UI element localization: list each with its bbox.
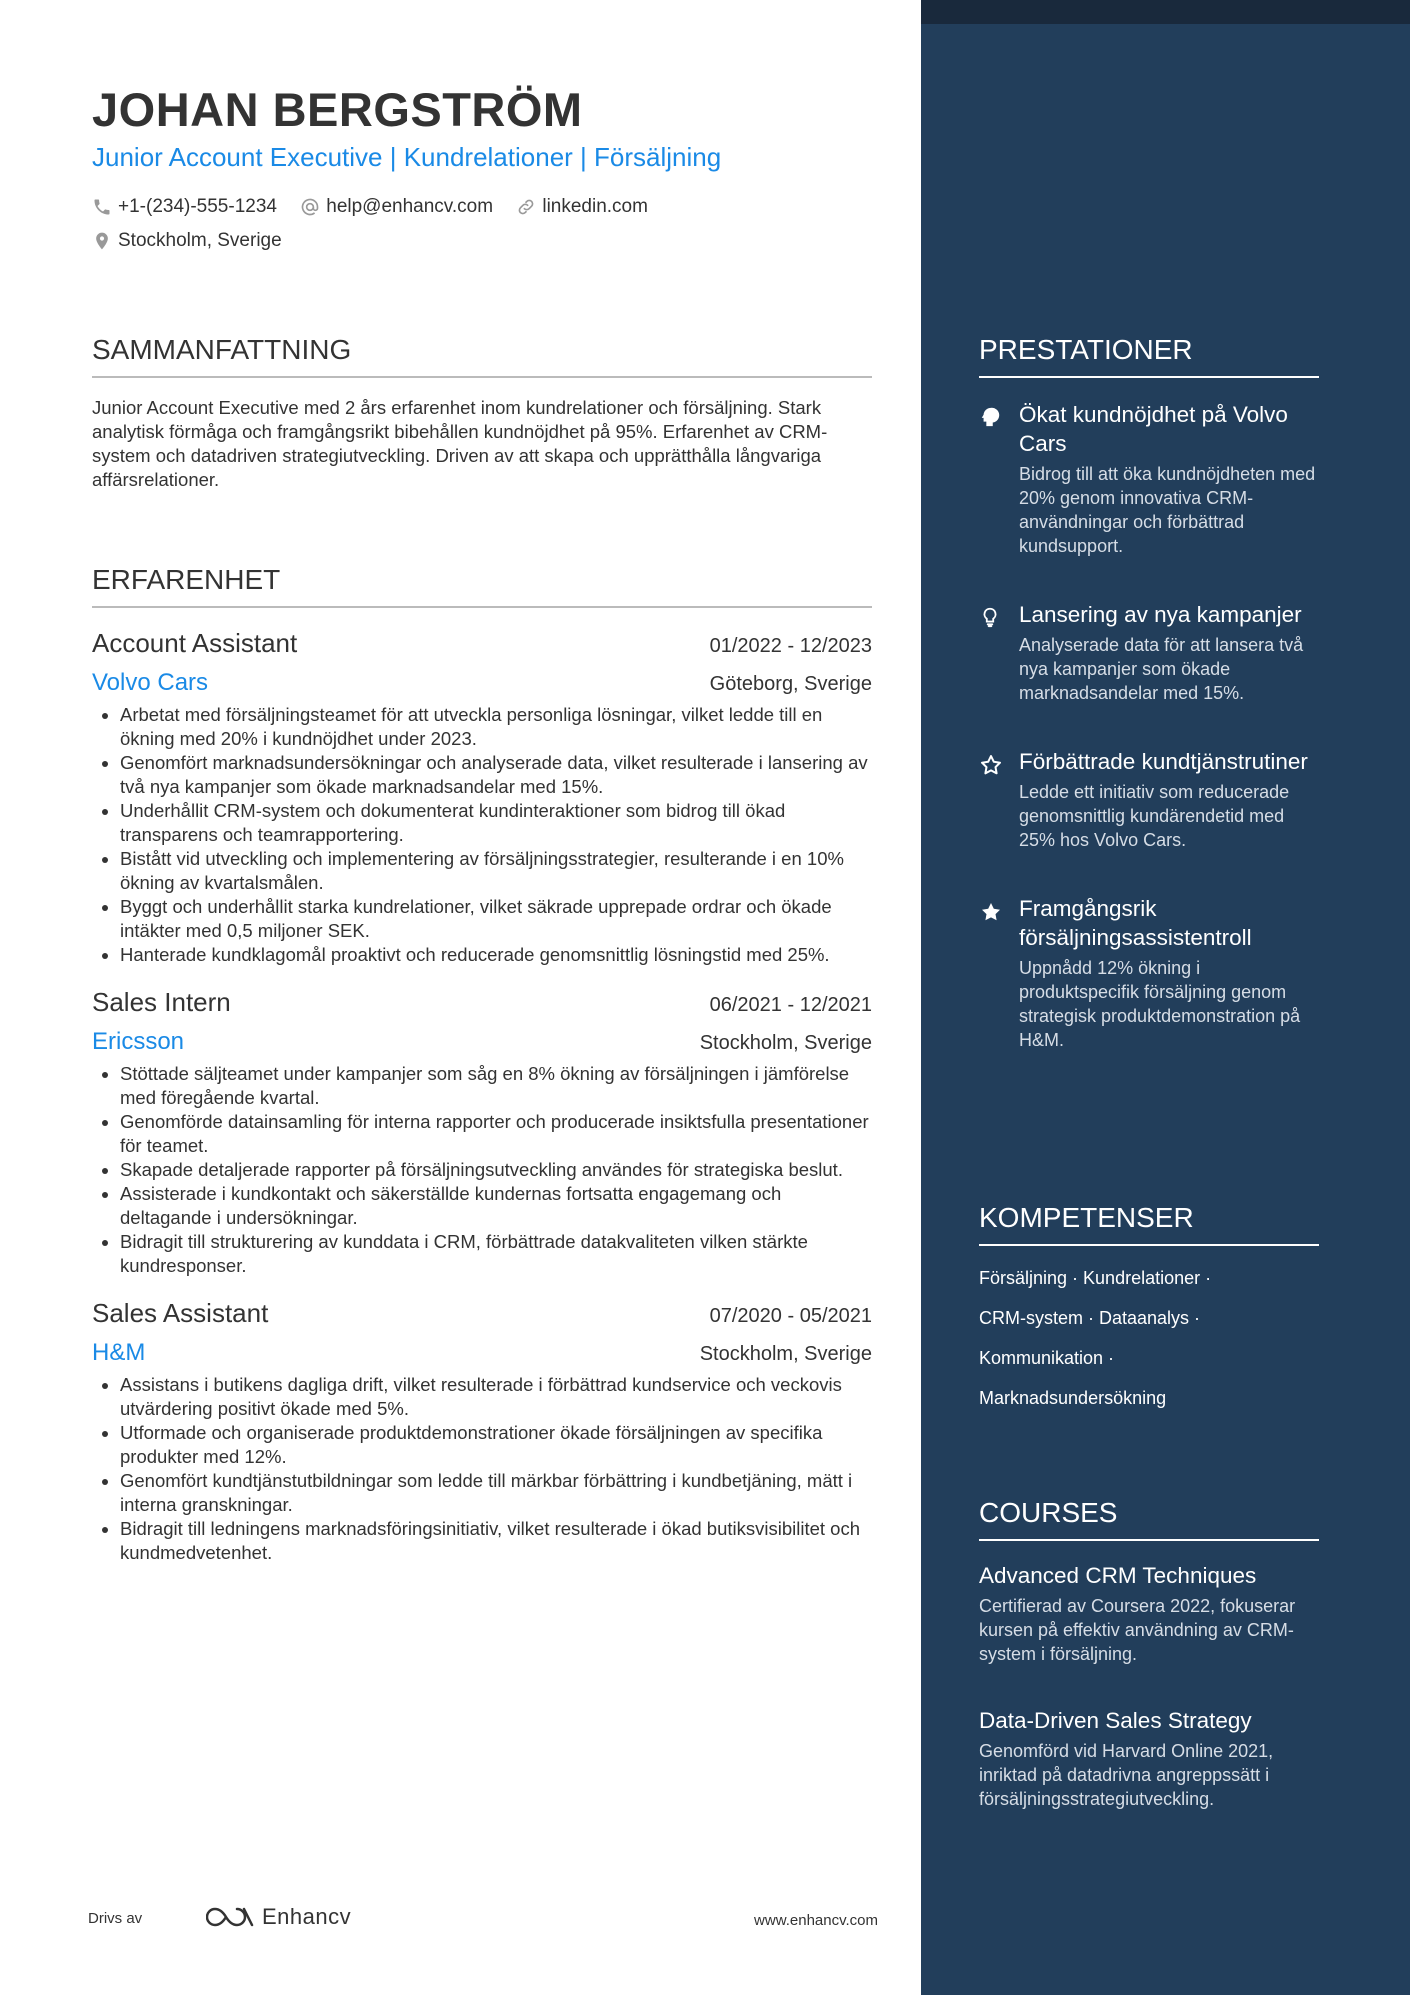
job-bullet: • Skapade detaljerade rapporter på försäljningsutveckling användes för strategiska beslut. <box>120 1158 872 1182</box>
course-title: Advanced CRM Techniques <box>979 1563 1257 1588</box>
contact-email[interactable] <box>300 196 493 218</box>
job-entry <box>92 628 872 967</box>
sidebar-top-bar <box>921 0 1410 24</box>
email-text: help@enhancv.com <box>326 196 494 217</box>
job-bullet: • Utformade och organiserade produktdemonstrationer ökade försäljningen av specifika produkter med 12%. <box>120 1421 872 1469</box>
job-company[interactable]: Volvo Cars <box>92 669 209 696</box>
job-dates: 06/2021 - 12/2021 <box>709 994 872 1016</box>
achievement-item <box>979 600 1319 705</box>
skill-line: Försäljning · Kundrelationer · <box>979 1268 1212 1288</box>
job-location: Göteborg, Sverige <box>709 673 872 695</box>
contact-list <box>92 196 872 264</box>
contact-linkedin[interactable] <box>516 196 648 218</box>
job-bullet: • Bistått vid utveckling och implementering av försäljningsstrategier, resulterande i en 10% ökning av kvartalsmålen. <box>120 847 872 895</box>
job-company[interactable]: Ericsson <box>92 1028 185 1055</box>
job-bullet: • Arbetat med försäljningsteamet för att utveckla personliga lösningar, vilket ledde till en ökning med 20% i kundnöjdhet under 2023. <box>120 703 872 751</box>
lightbulb-icon <box>979 606 1001 628</box>
experience-title: ERFARENHET <box>92 564 872 608</box>
job-bullet: • Genomfört marknadsundersökningar och analyserade data, vilket resulterade i lansering av två nya kampanjer som ökade marknadsandelar med 15%. <box>120 751 872 799</box>
summary-title: SAMMANFATTNING <box>92 334 872 378</box>
skill-line: Kommunikation · <box>979 1348 1115 1368</box>
job-bullets <box>92 1062 872 1278</box>
achievement-desc: Ledde ett initiativ som reducerade genomsnittlig kundärendetid med 25% hos Volvo Cars. <box>1019 782 1290 850</box>
brain-icon <box>979 406 1001 428</box>
course-desc: Genomförd vid Harvard Online 2021, inriktad på datadrivna angreppssätt i försäljningsstrategiutveckling. <box>979 1741 1274 1809</box>
link-icon <box>516 197 536 217</box>
course-title: Data-Driven Sales Strategy <box>979 1708 1252 1733</box>
achievement-desc: Uppnådd 12% ökning i produktspecifik försäljning genom strategisk produktdemonstration på H&M. <box>1019 958 1301 1050</box>
summary-section <box>92 334 872 492</box>
achievement-desc: Bidrog till att öka kundnöjdheten med 20% genom innovativa CRM-användningar och förbättrad kundsupport. <box>1019 464 1316 556</box>
achievement-item <box>979 894 1319 1052</box>
achievement-title: Förbättrade kundtjänstrutiner <box>1019 749 1308 774</box>
contact-location <box>92 230 282 252</box>
job-title: Account Assistant <box>92 628 298 658</box>
footer-url[interactable]: www.enhancv.com <box>754 1912 878 1929</box>
job-title: Sales Assistant <box>92 1298 269 1328</box>
phone-text: +1-(234)-555-1234 <box>118 196 277 217</box>
experience-section <box>92 564 872 1565</box>
job-bullet: • Genomfört kundtjänstutbildningar som ledde till märkbar förbättring i kundbetjäning, mätt i interna granskningar. <box>120 1469 872 1517</box>
enhancv-logo-icon <box>206 1904 254 1930</box>
job-dates: 01/2022 - 12/2023 <box>709 635 872 657</box>
summary-text: Junior Account Executive med 2 års erfarenhet inom kundrelationer och försäljning. Stark analytisk förmåga och framgångsrikt bibehållen kundnöjdhet på 95%. Erfarenhet av CRM-system och datadriven strategiutveckling. Driven av att skapa och upprätthålla långvariga affärsrelationer. <box>92 397 828 490</box>
job-title: Sales Intern <box>92 987 231 1017</box>
courses-title: COURSES <box>979 1497 1319 1541</box>
job-bullet: • Hanterade kundklagomål proaktivt och reducerade genomsnittlig lösningstid med 25%. <box>120 943 872 967</box>
skills-title: KOMPETENSER <box>979 1202 1319 1246</box>
sidebar <box>921 0 1410 1995</box>
achievement-title: Framgångsrik försäljningsassistentroll <box>1019 896 1252 950</box>
job-bullets <box>92 1373 872 1565</box>
linkedin-text: linkedin.com <box>542 196 648 217</box>
job-bullet: • Assisterade i kundkontakt och säkerställde kundernas fortsatta engagemang och deltagande i undersökningar. <box>120 1182 872 1230</box>
achievement-desc: Analyserade data för att lansera två nya kampanjer som ökade marknadsandelar med 15%. <box>1019 635 1304 703</box>
job-bullet: • Byggt och underhållit starka kundrelationer, vilket säkrade upprepade ordrar och ökade intäkter med 0,5 miljoner SEK. <box>120 895 872 943</box>
course-item <box>979 1706 1319 1811</box>
skill-line: CRM-system · Dataanalys · <box>979 1308 1201 1328</box>
skills-section <box>979 1202 1319 1426</box>
job-entry <box>92 987 872 1278</box>
job-bullet: • Underhållit CRM-system och dokumenterat kundinteraktioner som bidrog till ökad transparens och teamrapportering. <box>120 799 872 847</box>
candidate-name: JOHAN BERGSTRÖM <box>92 83 583 136</box>
job-location: Stockholm, Sverige <box>699 1032 872 1054</box>
skill-line: Marknadsundersökning <box>979 1388 1167 1408</box>
location-pin-icon <box>92 231 112 251</box>
job-company[interactable]: H&M <box>92 1339 146 1366</box>
achievements-title: PRESTATIONER <box>979 334 1319 378</box>
achievement-title: Lansering av nya kampanjer <box>1019 602 1302 627</box>
phone-icon <box>92 197 112 217</box>
course-desc: Certifierad av Coursera 2022, fokuserar kursen på effektiv användning av CRM-system i försäljning. <box>979 1596 1296 1664</box>
footer-brand: Enhancv <box>262 1904 352 1929</box>
achievement-item <box>979 747 1319 852</box>
job-entry <box>92 1298 872 1565</box>
headline: Junior Account Executive | Kundrelationer | Försäljning <box>92 142 722 172</box>
job-dates: 07/2020 - 05/2021 <box>709 1305 872 1327</box>
courses-section <box>979 1497 1319 1811</box>
contact-phone[interactable] <box>92 196 277 218</box>
star-filled-icon <box>979 900 1003 924</box>
star-outline-icon <box>979 753 1003 777</box>
job-bullet: • Bidragit till ledningens marknadsföringsinitiativ, vilket resulterade i ökad butiksvisibilitet och kundmedvetenhet. <box>120 1517 872 1565</box>
job-bullet: • Assistans i butikens dagliga drift, vilket resulterade i förbättrad kundservice och veckovis utvärdering positivt ökade med 5%. <box>120 1373 872 1421</box>
job-bullet: • Genomförde datainsamling för interna rapporter och producerade insiktsfulla presentationer för teamet. <box>120 1110 872 1158</box>
achievements-section <box>979 334 1319 1052</box>
location-text: Stockholm, Sverige <box>118 230 282 251</box>
course-item <box>979 1561 1319 1666</box>
footer <box>88 1900 878 1940</box>
footer-label: Drivs av <box>88 1910 143 1927</box>
enhancv-logo[interactable] <box>206 1904 351 1930</box>
job-location: Stockholm, Sverige <box>699 1343 872 1365</box>
at-icon <box>300 197 320 217</box>
job-bullet: • Stöttade säljteamet under kampanjer som såg en 8% ökning av försäljningen i jämförelse med föregående kvartal. <box>120 1062 872 1110</box>
job-bullet: • Bidragit till strukturering av kunddata i CRM, förbättrade datakvaliteten vilken stärkte kundresponser. <box>120 1230 872 1278</box>
achievement-title: Ökat kundnöjdhet på Volvo Cars <box>1019 402 1288 456</box>
job-bullets <box>92 703 872 967</box>
achievement-item <box>979 400 1319 558</box>
